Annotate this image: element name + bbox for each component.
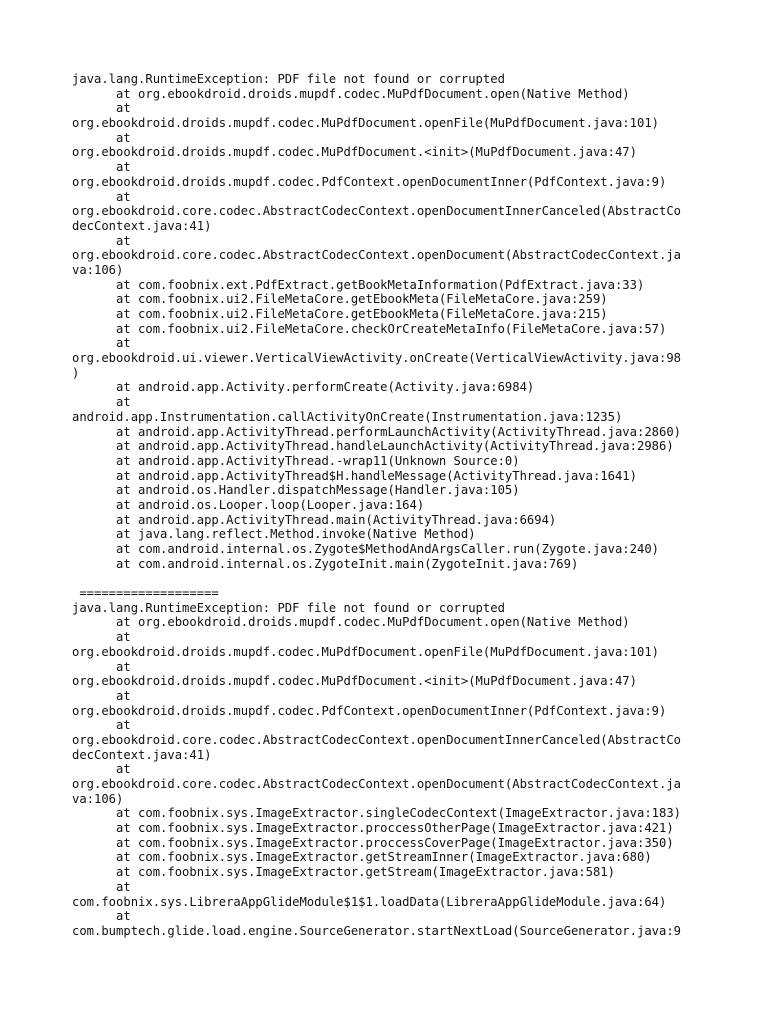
trace-line: ) [72, 365, 80, 380]
trace-line: at com.foobnix.sys.ImageExtractor.getStreamInner(ImageExtractor.java:680) [72, 850, 652, 865]
trace-line: com.foobnix.sys.LibreraAppGlideModule$1$1.loadData(LibreraAppGlideModule.java:64) [72, 894, 667, 909]
trace-line [72, 571, 712, 586]
trace-line: at [72, 101, 131, 116]
trace-line: at [72, 688, 131, 703]
trace-line: at com.foobnix.ui2.FileMetaCore.getEbookMeta(FileMetaCore.java:215) [72, 307, 608, 321]
trace-line: org.ebookdroid.core.codec.AbstractCodecContext.openDocument(AbstractCodecContext.ja [72, 248, 682, 263]
trace-line: org.ebookdroid.core.codec.AbstractCodecContext.openDocumentInnerCanceled(AbstractCo [72, 732, 682, 747]
trace-line: va:106) [72, 791, 124, 806]
trace-line: android.app.Instrumentation.callActivityOnCreate(Instrumentation.java:1235) [72, 409, 623, 424]
trace-line: at com.foobnix.sys.ImageExtractor.proccessCoverPage(ImageExtractor.java:350) [72, 835, 674, 850]
trace-line: at com.foobnix.ext.PdfExtract.getBookMetaInformation(PdfExtract.java:33) [72, 277, 645, 292]
trace-line: at com.foobnix.ui2.FileMetaCore.checkOrCreateMetaInfo(FileMetaCore.java:57) [72, 321, 667, 336]
trace-line: org.ebookdroid.core.codec.AbstractCodecContext.openDocumentInnerCanceled(AbstractCo [72, 204, 682, 219]
trace-line: com.bumptech.glide.load.engine.SourceGenerator.startNextLoad(SourceGenerator.java:9 [72, 923, 682, 938]
stack-trace-text [72, 72, 712, 939]
trace-line: at com.foobnix.sys.ImageExtractor.proccessOtherPage(ImageExtractor.java:421) [72, 821, 674, 836]
trace-line: at [72, 336, 131, 351]
trace-line: at [72, 160, 131, 175]
trace-line: org.ebookdroid.droids.mupdf.codec.MuPdfDocument.<init>(MuPdfDocument.java:47) [72, 674, 637, 689]
trace-line: at org.ebookdroid.droids.mupdf.codec.MuPdfDocument.open(Native Method) [72, 86, 630, 101]
trace-line: org.ebookdroid.droids.mupdf.codec.MuPdfDocument.openFile(MuPdfDocument.java:101) [72, 116, 659, 131]
trace-line: decContext.java:41) [72, 747, 212, 762]
trace-line: at android.app.ActivityThread.main(ActivityThread.java:6694) [72, 512, 557, 527]
trace-line: at [72, 909, 131, 924]
trace-line: at com.android.internal.os.ZygoteInit.main(ZygoteInit.java:769) [72, 556, 579, 571]
trace-line: org.ebookdroid.droids.mupdf.codec.MuPdfDocument.openFile(MuPdfDocument.java:101) [72, 644, 659, 659]
trace-line: at [72, 233, 131, 248]
trace-line: at [72, 189, 131, 204]
trace-line: at [72, 130, 131, 145]
trace-line: at org.ebookdroid.droids.mupdf.codec.MuPdfDocument.open(Native Method) [72, 615, 630, 630]
trace-line: at android.app.ActivityThread.-wrap11(Unknown Source:0) [72, 453, 520, 468]
trace-line: at android.app.ActivityThread$H.handleMessage(ActivityThread.java:1641) [72, 468, 637, 483]
trace-line: at android.app.Activity.performCreate(Activity.java:6984) [72, 380, 535, 395]
trace-line: at [72, 659, 131, 674]
trace-line: java.lang.RuntimeException: PDF file not found or corrupted [72, 600, 505, 615]
trace-line: at [72, 879, 131, 894]
trace-line: at android.app.ActivityThread.handleLaunchActivity(ActivityThread.java:2986) [72, 439, 674, 454]
trace-line: org.ebookdroid.core.codec.AbstractCodecContext.openDocument(AbstractCodecContext.ja [72, 777, 682, 791]
trace-line: at com.foobnix.sys.ImageExtractor.singleCodecContext(ImageExtractor.java:183) [72, 806, 682, 821]
trace-line: at [72, 630, 131, 645]
trace-line: at android.app.ActivityThread.performLaunchActivity(ActivityThread.java:2860) [72, 424, 682, 439]
trace-line: org.ebookdroid.droids.mupdf.codec.MuPdfDocument.<init>(MuPdfDocument.java:47) [72, 145, 637, 160]
trace-line: decContext.java:41) [72, 218, 212, 233]
trace-line: org.ebookdroid.droids.mupdf.codec.PdfContext.openDocumentInner(PdfContext.java:9) [72, 174, 667, 189]
trace-line: va:106) [72, 262, 124, 277]
trace-line: at [72, 762, 131, 777]
trace-line: at android.os.Looper.loop(Looper.java:164) [72, 497, 425, 512]
trace-line: at android.os.Handler.dispatchMessage(Handler.java:105) [72, 483, 520, 498]
trace-line: at com.android.internal.os.Zygote$MethodAndArgsCaller.run(Zygote.java:240) [72, 542, 659, 556]
trace-line: at [72, 395, 131, 410]
separator-line: =================== [72, 586, 219, 601]
trace-line: org.ebookdroid.ui.viewer.VerticalViewActivity.onCreate(VerticalViewActivity.java:98 [72, 351, 682, 366]
trace-line: at com.foobnix.ui2.FileMetaCore.getEbookMeta(FileMetaCore.java:259) [72, 292, 608, 307]
trace-line: at java.lang.reflect.Method.invoke(Native Method) [72, 527, 476, 542]
trace-line: org.ebookdroid.droids.mupdf.codec.PdfContext.openDocumentInner(PdfContext.java:9) [72, 703, 667, 718]
trace-line: java.lang.RuntimeException: PDF file not found or corrupted [72, 72, 505, 86]
trace-line: at [72, 718, 131, 733]
trace-line: at com.foobnix.sys.ImageExtractor.getStream(ImageExtractor.java:581) [72, 865, 615, 880]
